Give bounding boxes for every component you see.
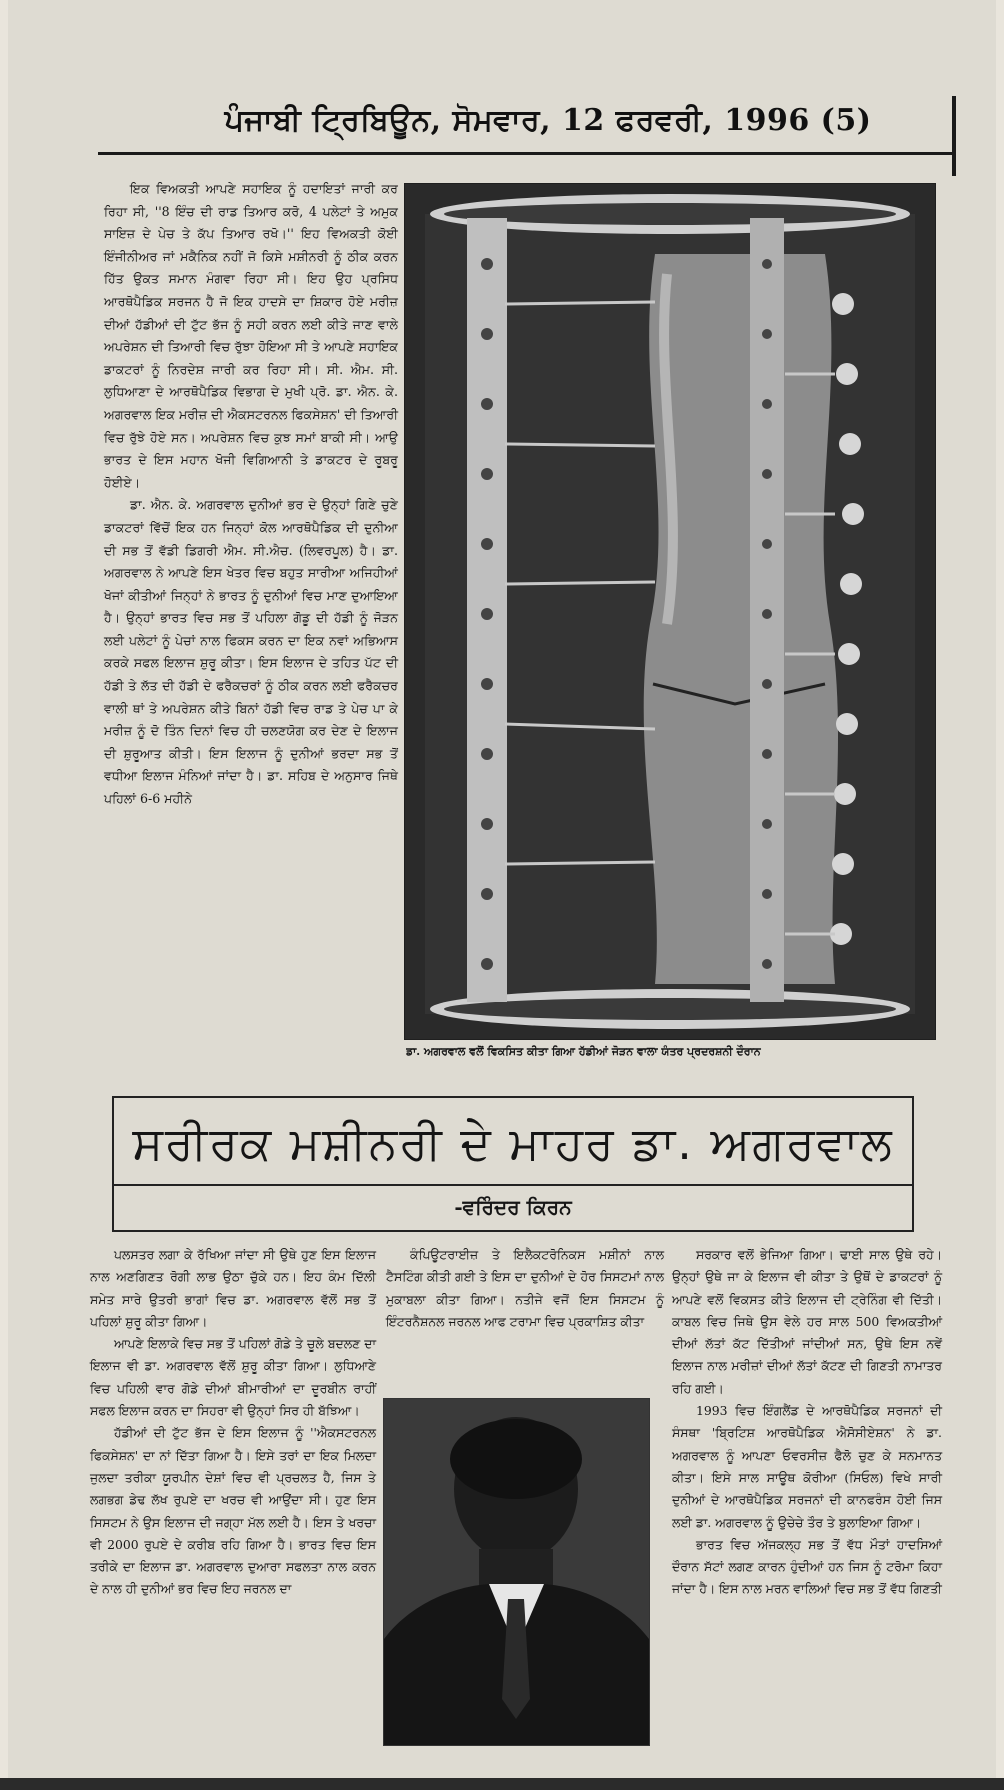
bottom-edge-strip (0, 1778, 1004, 1790)
masthead-rule (98, 152, 956, 155)
paragraph: ਇਕ ਵਿਅਕਤੀ ਆਪਣੇ ਸਹਾਇਕ ਨੂੰ ਹਦਾਇਤਾਂ ਜਾਰੀ ਕਰ ਰਿਹਾ ਸੀ, ''8 ਇੰਚ ਦੀ ਰਾਡ ਤਿਆਰ ਕਰੋ, 4 ਪਲੇਟਾਂ ਤੇ ਅਮੁਕ ਸਾਇਜ਼ ਦੇ ਪੇਚ ਤੇ ਕੱਪ ਤਿਆਰ ਰਖੋ।'' ਇਹ ਵਿਅਕਤੀ ਕੋਈ ਇੰਜੀਨੀਅਰ ਜਾਂ ਮਕੈਨਿਕ ਨਹੀਂ ਜੋ ਕਿਸੇ ਮਸ਼ੀਨਰੀ ਨੂੰ ਠੀਕ ਕਰਨ ਹਿੱਤ ਉਕਤ ਸਮਾਨ ਮੰਗਵਾ ਰਿਹਾ ਸੀ। ਇਹ ਉਹ ਪ੍ਰਸਿਧ ਆਰਥੋਪੈਡਿਕ ਸਰਜਨ ਹੈ ਜੋ ਇਕ ਹਾਦਸੇ ਦਾ ਸ਼ਿਕਾਰ ਹੋਏ ਮਰੀਜ਼ ਦੀਆਂ ਹੱਡੀਆਂ ਦੀ ਟੁੱਟ ਭੱਜ ਨੂੰ ਸਹੀ ਕਰਨ ਲਈ ਕੀਤੇ ਜਾਣ ਵਾਲੇ ਅਪਰੇਸ਼ਨ ਦੀ ਤਿਆਰੀ ਵਿਚ ਰੁੱਝਾ ਹੋਇਆ ਸੀ ਤੇ ਆਪਣੇ ਸਹਾਇਕ ਡਾਕਟਰਾਂ ਨੂੰ ਨਿਰਦੇਸ਼ ਜਾਰੀ ਕਰ ਰਿਹਾ ਸੀ। ਸੀ. ਐਮ. ਸੀ. ਲੁਧਿਆਣਾ ਦੇ ਆਰਥੋਪੈਡਿਕ ਵਿਭਾਗ ਦੇ ਮੁਖੀ ਪ੍ਰੋ. ਡਾ. ਐਨ. ਕੇ. ਅਗਰਵਾਲ ਇਕ ਮਰੀਜ਼ ਦੀ ਐਕਸਟਰਨਲ ਫਿਕਸੇਸ਼ਨ' ਦੀ ਤਿਆਰੀ ਵਿਚ ਰੁੱਝੇ ਹੋਏ ਸਨ। ਅਪਰੇਸ਼ਨ ਵਿਚ ਕੁਝ ਸਮਾਂ ਬਾਕੀ ਸੀ। ਆਉ ਭਾਰਤ ਦੇ ਇਸ ਮਹਾਨ ਖੋਜੀ ਵਿਗਿਆਨੀ ਤੇ ਡਾਕਟਰ ਦੇ ਰੂਬਰੂ ਹੋਈਏ। (104, 181, 398, 490)
paragraph: 1993 ਵਿਚ ਇੰਗਲੈਂਡ ਦੇ ਆਰਥੋਪੈਡਿਕ ਸਰਜਨਾਂ ਦੀ ਸੰਸਥਾ 'ਬ੍ਰਿਟਿਸ਼ ਆਰਥੋਪੈਡਿਕ ਐਸੋਸੀਏਸ਼ਨ' ਨੇ ਡਾ. ਅਗਰਵਾਲ ਨੂੰ ਆਪਣਾ ਓਵਰਸੀਜ਼ ਫੈਲੋ ਚੁਣ ਕੇ ਸਨਮਾਨਤ ਕੀਤਾ। ਇਸੇ ਸਾਲ ਸਾਊਥ ਕੋਰੀਆ (ਸਿਓਲ) ਵਿਖੇ ਸਾਰੀ ਦੁਨੀਆਂ ਦੇ ਆਰਥੋਪੈਡਿਕ ਸਰਜਨਾਂ ਦੀ ਕਾਨਫਰੰਸ ਹੋਈ ਜਿਸ ਲਈ ਡਾ. ਅਗਰਵਾਲ ਨੂੰ ਉਚੇਚੇ ਤੌਰ ਤੇ ਬੁਲਾਇਆ ਗਿਆ। (672, 1403, 942, 1530)
newspaper-clipping (8, 0, 996, 1790)
bone-fixator-photo (404, 183, 936, 1040)
paragraph: ਆਪਣੇ ਇਲਾਕੇ ਵਿਚ ਸਭ ਤੋਂ ਪਹਿਲਾਂ ਗੋਡੇ ਤੇ ਚੂਲੇ ਬਦਲਣ ਦਾ ਇਲਾਜ ਵੀ ਡਾ. ਅਗਰਵਾਲ ਵੱਲੋਂ ਸ਼ੁਰੂ ਕੀਤਾ ਗਿਆ। ਲੁਧਿਆਣੇ ਵਿਚ ਪਹਿਲੀ ਵਾਰ ਗੋਡੇ ਦੀਆਂ ਬੀਮਾਰੀਆਂ ਦਾ ਦੂਰਬੀਨ ਰਾਹੀਂ ਸਫਲ ਇਲਾਜ ਕਰਨ ਦਾ ਸਿਹਰਾ ਵੀ ਉਨ੍ਹਾਂ ਸਿਰ ਹੀ ਬੱਝਿਆ। (90, 1336, 376, 1419)
article-column-1 (90, 1244, 376, 1790)
article-column-3 (672, 1244, 942, 1790)
paragraph: ਪਲਸਤਰ ਲਗਾ ਕੇ ਰੱਖਿਆ ਜਾਂਦਾ ਸੀ ਉਥੇ ਹੁਣ ਇਸ ਇਲਾਜ ਨਾਲ ਅਣਗਿਣਤ ਰੋਗੀ ਲਾਭ ਉਠਾ ਚੁੱਕੇ ਹਨ। ਇਹ ਕੰਮ ਦਿੱਲੀ ਸਮੇਤ ਸਾਰੇ ਉਤਰੀ ਭਾਗਾਂ ਵਿਚ ਡਾ. ਅਗਰਵਾਲ ਵੱਲੋਂ ਸਭ ਤੋਂ ਪਹਿਲਾਂ ਸ਼ੁਰੂ ਕੀਤਾ ਗਿਆ। (90, 1247, 376, 1329)
author-portrait-photo (383, 1398, 650, 1746)
bone-fixator-illustration (405, 184, 935, 1039)
paragraph: ਭਾਰਤ ਵਿਚ ਅੱਜਕਲ੍ਹ ਸਭ ਤੋਂ ਵੱਧ ਮੌਤਾਂ ਹਾਦਸਿਆਂ ਦੌਰਾਨ ਸੱਟਾਂ ਲਗਣ ਕਾਰਨ ਹੁੰਦੀਆਂ ਹਨ ਜਿਸ ਨੂੰ ਟਰੋਮਾ ਕਿਹਾ ਜਾਂਦਾ ਹੈ। ਇਸ ਨਾਲ ਮਰਨ ਵਾਲਿਆਂ ਵਿਚ ਸਭ ਤੋਂ ਵੱਧ ਗਿਣਤੀ (672, 1536, 942, 1597)
masthead (128, 92, 968, 148)
paragraph: ਡਾ. ਐਨ. ਕੇ. ਅਗਰਵਾਲ ਦੁਨੀਆਂ ਭਰ ਦੇ ਉਨ੍ਹਾਂ ਗਿਣੇ ਚੁਣੇ ਡਾਕਟਰਾਂ ਵਿੱਚੋਂ ਇਕ ਹਨ ਜਿਨ੍ਹਾਂ ਕੋਲ ਆਰਥੋਪੈਡਿਕ ਦੀ ਦੁਨੀਆ ਦੀ ਸਭ ਤੋਂ ਵੱਡੀ ਡਿਗਰੀ ਐਮ. ਸੀ.ਐਚ. (ਲਿਵਰਪੂਲ) ਹੈ। ਡਾ. ਅਗਰਵਾਲ ਨੇ ਆਪਣੇ ਇਸ ਖੇਤਰ ਵਿਚ ਬਹੁਤ ਸਾਰੀਆ ਅਜਿਹੀਆਂ ਖੋਜਾਂ ਕੀਤੀਆਂ ਜਿਨ੍ਹਾਂ ਨੇ ਭਾਰਤ ਨੂੰ ਦੁਨੀਆਂ ਵਿਚ ਮਾਣ ਦੁਆਇਆ ਹੈ। ਉਨ੍ਹਾਂ ਭਾਰਤ ਵਿਚ ਸਭ ਤੋਂ ਪਹਿਲਾ ਗੋਡੂ ਦੀ ਹੱਡੀ ਨੂੰ ਜੋੜਨ ਲਈ ਪਲੇਟਾਂ ਨੂੰ ਪੇਚਾਂ ਨਾਲ ਫਿਕਸ ਕਰਨ ਦਾ ਇਕ ਨਵਾਂ ਅਭਿਆਸ ਕਰਕੇ ਸਫਲ ਇਲਾਜ ਸ਼ੁਰੂ ਕੀਤਾ। ਇਸ ਇਲਾਜ ਦੇ ਤਹਿਤ ਪੱਟ ਦੀ ਹੱਡੀ ਤੇ ਲੱਤ ਦੀ ਹੱਡੀ ਦੇ ਫਰੈਕਚਰਾਂ ਨੂੰ ਠੀਕ ਕਰਨ ਲਈ ਫਰੈਕਚਰ ਵਾਲੀ ਥਾਂ ਤੇ ਅਪਰੇਸ਼ਨ ਕੀਤੇ ਬਿਨਾਂ ਹੱਡੀ ਵਿਚ ਰਾਡ ਤੇ ਪੇਚ ਪਾ ਕੇ ਮਰੀਜ਼ ਨੂੰ ਦੋ ਤਿੰਨ ਦਿਨਾਂ ਵਿਚ ਹੀ ਚਲਣਯੋਗ ਕਰ ਦੇਣ ਦੇ ਇਲਾਜ ਦੀ ਸ਼ੁਰੂਆਤ ਕੀਤੀ। ਇਸ ਇਲਾਜ ਨੂੰ ਦੁਨੀਆਂ ਭਰਦਾ ਸਭ ਤੋਂ ਵਧੀਆ ਇਲਾਜ ਮੰਨਿਆਂ ਜਾਂਦਾ ਹੈ। ਡਾ. ਸਹਿਬ ਦੇ ਅਨੁਸਾਰ ਜਿਥੇ ਪਹਿਲਾਂ 6-6 ਮਹੀਨੇ (104, 497, 398, 807)
headline-box (112, 1096, 914, 1232)
photo-caption: ਡਾ. ਅਗਰਵਾਲ ਵਲੋਂ ਵਿਕਸਿਤ ਕੀਤਾ ਗਿਆ ਹੱਡੀਆਂ ਜੋੜਨ ਵਾਲਾ ਯੰਤਰ ਪ੍ਰਦਰਸ਼ਨੀ ਦੌਰਾਨ (406, 1045, 761, 1058)
paragraph: ਹੱਡੀਆਂ ਦੀ ਟੁੱਟ ਭੱਜ ਦੇ ਇਸ ਇਲਾਜ ਨੂੰ ''ਐਕਸਟਰਨਲ ਫਿਕਸੇਸ਼ਨ' ਦਾ ਨਾਂ ਦਿੱਤਾ ਗਿਆ ਹੈ। ਇਸੇ ਤਰਾਂ ਦਾ ਇਕ ਮਿਲਦਾ ਜੁਲਦਾ ਤਰੀਕਾ ਯੂਰਪੀਨ ਦੇਸ਼ਾਂ ਵਿਚ ਵੀ ਪ੍ਰਚਲਤ ਹੈ, ਜਿਸ ਤੇ ਲਗਭਗ ਡੇਢ ਲੱਖ ਰੁਪਏ ਦਾ ਖਰਚ ਵੀ ਆਉਂਦਾ ਸੀ। ਹੁਣ ਇਸ ਸਿਸਟਮ ਨੇ ਉਸ ਇਲਾਜ ਦੀ ਜਗ੍ਹਾ ਮੱਲ ਲਈ ਹੈ। ਇਸ ਤੇ ਖਰਚਾ ਵੀ 2000 ਰੁਪਏ ਦੇ ਕਰੀਬ ਰਹਿ ਗਿਆ ਹੈ। ਭਾਰਤ ਵਿਚ ਇਸ ਤਰੀਕੇ ਦਾ ਇਲਾਜ ਡਾ. ਅਗਰਵਾਲ ਦੁਆਰਾ ਸਫਲਤਾ ਨਾਲ ਕਰਨ ਦੇ ਨਾਲ ਹੀ ਦੁਨੀਆਂ ਭਰ ਵਿਚ ਇਹ ਜਰਨਲ ਦਾ (90, 1425, 376, 1597)
paragraph: ਕੰਪਿਊਟਰਾਈਜ਼ ਤੇ ਇਲੈਕਟਰੋਨਿਕਸ ਮਸ਼ੀਨਾਂ ਨਾਲ ਟੈਸਟਿੰਗ ਕੀਤੀ ਗਈ ਤੇ ਇਸ ਦਾ ਦੁਨੀਆਂ ਦੇ ਹੋਰ ਸਿਸਟਮਾਂ ਨਾਲ ਮੁਕਾਬਲਾ ਕੀਤਾ ਗਿਆ। ਨਤੀਜੇ ਵਜੋਂ ਇਸ ਸਿਸਟਮ ਨੂੰ ਇੰਟਰਨੈਸ਼ਨਲ ਜਰਨਲ ਆਫ ਟਰਾਮਾ ਵਿਚ ਪ੍ਰਕਾਸ਼ਿਤ ਕੀਤਾ (386, 1247, 664, 1329)
portrait-illustration (384, 1399, 649, 1745)
masthead-text: ਪੰਜਾਬੀ ਟ੍ਰਿਬਿਊਨ, ਸੋਮਵਾਰ, 12 ਫਰਵਰੀ, 1996 (5) (224, 102, 872, 138)
paragraph: ਸਰਕਾਰ ਵਲੋਂ ਭੇਜਿਆ ਗਿਆ। ਢਾਈ ਸਾਲ ਉਥੇ ਰਹੇ। ਉਨ੍ਹਾਂ ਉਥੇ ਜਾ ਕੇ ਇਲਾਜ ਵੀ ਕੀਤਾ ਤੇ ਉਥੋਂ ਦੇ ਡਾਕਟਰਾਂ ਨੂੰ ਆਪਣੇ ਵਲੋਂ ਵਿਕਸਤ ਕੀਤੇ ਇਲਾਜ ਦੀ ਟ੍ਰੇਨਿੰਗ ਵੀ ਦਿੱਤੀ। ਕਾਬਲ ਵਿਚ ਜਿਥੇ ਉਸ ਵੇਲੇ ਹਰ ਸਾਲ 500 ਵਿਅਕਤੀਆਂ ਦੀਆਂ ਲੱਤਾਂ ਕੱਟ ਦਿੱਤੀਆਂ ਜਾਂਦੀਆਂ ਸਨ, ਉਥੇ ਇਸ ਨਵੇਂ ਇਲਾਜ ਨਾਲ ਮਰੀਜ਼ਾਂ ਦੀਆਂ ਲੱਤਾਂ ਕੱਟਣ ਦੀ ਗਿਣਤੀ ਨਾਮਾਤਰ ਰਹਿ ਗਈ। (672, 1247, 942, 1396)
article-intro-column (104, 178, 398, 1048)
article-headline: ਸਰੀਰਕ ਮਸ਼ੀਨਰੀ ਦੇ ਮਾਹਰ ਡਾ. ਅਗਰਵਾਲ (132, 1116, 894, 1170)
masthead-side-rule (952, 96, 956, 176)
byline: -ਵਰਿੰਦਰ ਕਿਰਨ (454, 1195, 572, 1219)
